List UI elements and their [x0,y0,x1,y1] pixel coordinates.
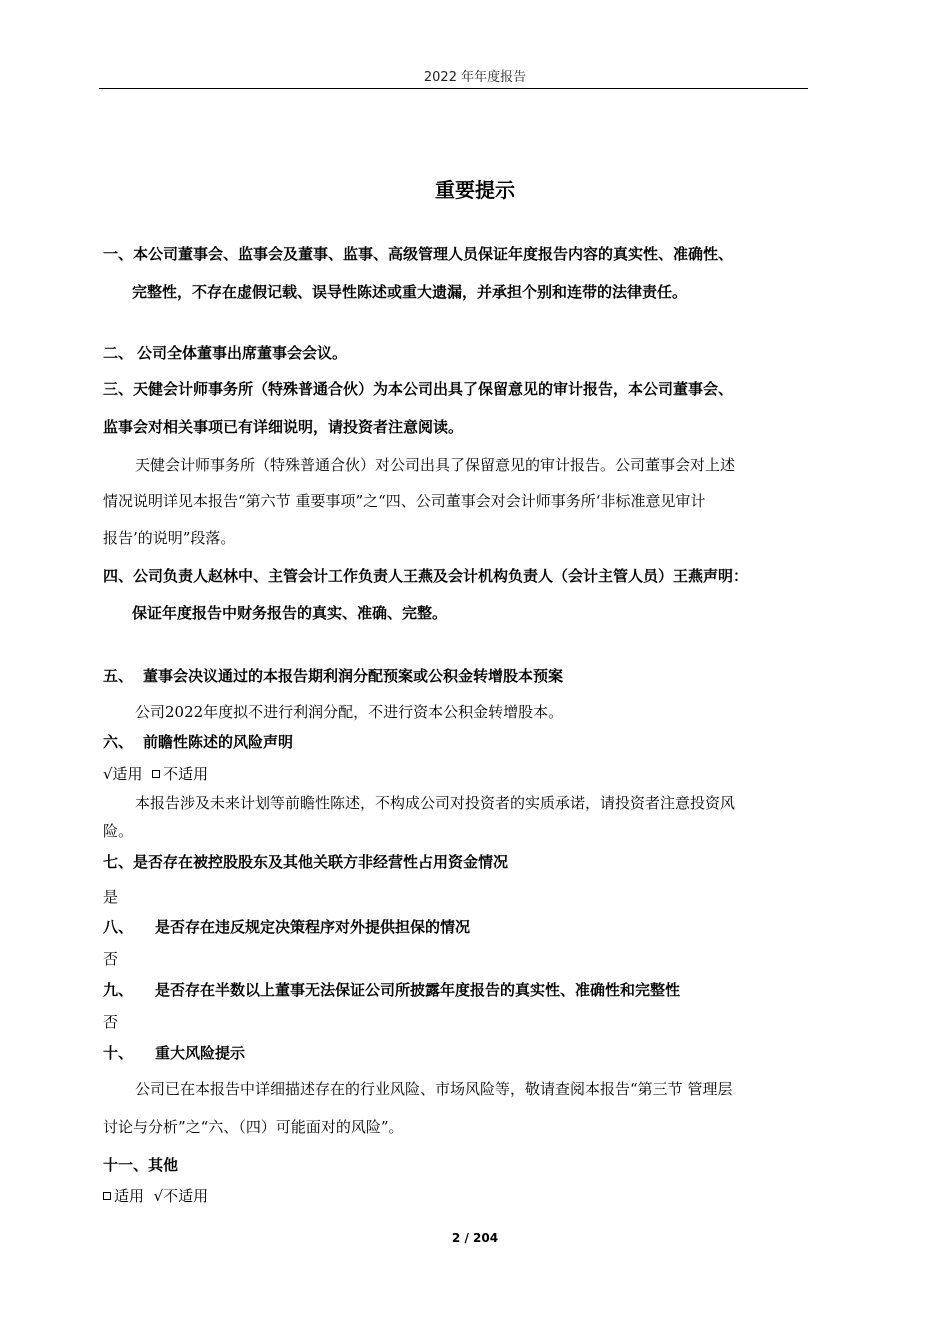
item-11 [103,1155,178,1175]
item-1 [103,244,733,264]
item-9 [103,980,680,1000]
header-rule [99,88,808,89]
item-8-num: 八、 [103,918,134,936]
item-11-options [103,1186,208,1206]
item-4 [103,566,748,586]
item-7 [103,852,508,872]
item-3-line1: 天健会计师事务所（特殊普通合伙）为本公司出具了保留意见的审计报告，本公司董事会、 [133,380,734,398]
item-4-num: 四、 [103,567,134,585]
item-8 [103,917,470,937]
item-10-text: 重大风险提示 [155,1044,246,1062]
item-10-body-line1: 公司已在本报告中详细描述存在的行业风险、市场风险等，敬请查阅本报告“第三节 管理层 [135,1080,733,1098]
option-not-applicable: 不适用 [163,765,209,783]
item-1-num: 一、 [103,245,134,263]
item-4-line1: 公司负责人赵林中、主管会计工作负责人王燕及会计机构负责人（会计主管人员）王燕声明： [133,567,749,585]
item-6-options [103,764,208,784]
item-1-line2: 完整性，不存在虚假记载、误导性陈述或重大遗漏，并承担个别和连带的法律责任。 [132,283,688,301]
item-10-num: 十、 [103,1044,134,1062]
option-applicable: 适用 [114,1187,145,1205]
item-6-body-line1: 本报告涉及未来计划等前瞻性陈述，不构成公司对投资者的实质承诺，请投资者注意投资风 [135,794,736,812]
checkbox-empty-icon [103,1192,111,1200]
item-3-line2: 监事会对相关事项已有详细说明，请投资者注意阅读。 [103,418,464,436]
item-11-text: 其他 [148,1156,179,1174]
item-3-para-line2: 情况说明详见本报告“第六节 重要事项”之“四、公司董事会对会计师事务所‘非标准意见审计 [103,492,706,510]
option-applicable-checked: √适用 [103,765,143,783]
item-2 [103,343,347,363]
item-9-num: 九、 [103,981,134,999]
item-11-num: 十一、 [103,1156,149,1174]
item-6-body-line2: 险。 [103,822,134,840]
item-4-line2: 保证年度报告中财务报告的真实、准确、完整。 [132,604,448,622]
item-9-text: 是否存在半数以上董事无法保证公司所披露年度报告的真实性、准确性和完整性 [155,981,681,999]
item-5-text: 董事会决议通过的本报告期利润分配预案或公积金转增股本预案 [143,667,564,685]
item-3-para-line3: 报告’的说明”段落。 [103,529,236,547]
page-title: 重要提示 [435,178,515,202]
item-10-body-line2: 讨论与分析”之“六、（四）可能面对的风险”。 [103,1118,404,1136]
item-3-para-line1: 天健会计师事务所（特殊普通合伙）对公司出具了保留意见的审计报告。公司董事会对上述 [135,456,736,474]
item-8-text: 是否存在违反规定决策程序对外提供担保的情况 [155,918,471,936]
item-10 [103,1043,245,1063]
item-7-num: 七、 [103,853,134,871]
item-6 [103,732,293,752]
item-3-num: 三、 [103,380,134,398]
item-1-line1: 本公司董事会、监事会及董事、监事、高级管理人员保证年度报告内容的真实性、准确性、 [133,245,734,263]
item-7-answer: 是 [103,888,119,906]
item-6-num: 六、 [103,733,134,751]
item-5 [103,666,563,686]
item-6-text: 前瞻性陈述的风险声明 [143,733,294,751]
item-8-answer: 否 [103,950,119,968]
item-2-text: 公司全体董事出席董事会会议。 [137,344,348,362]
item-3 [103,379,733,399]
page-number: 2 / 204 [451,1231,499,1245]
item-7-text: 是否存在被控股股东及其他关联方非经营性占用资金情况 [133,853,509,871]
item-9-answer: 否 [103,1013,119,1031]
running-header: 2022 年年度报告 [423,70,527,85]
item-5-body: 公司2022年度拟不进行利润分配，不进行资本公积金转增股本。 [135,703,564,721]
item-5-num: 五、 [103,667,134,685]
checkbox-empty-icon [152,770,160,778]
item-2-num: 二、 [103,344,134,362]
option-not-applicable-checked: √不适用 [153,1187,209,1205]
